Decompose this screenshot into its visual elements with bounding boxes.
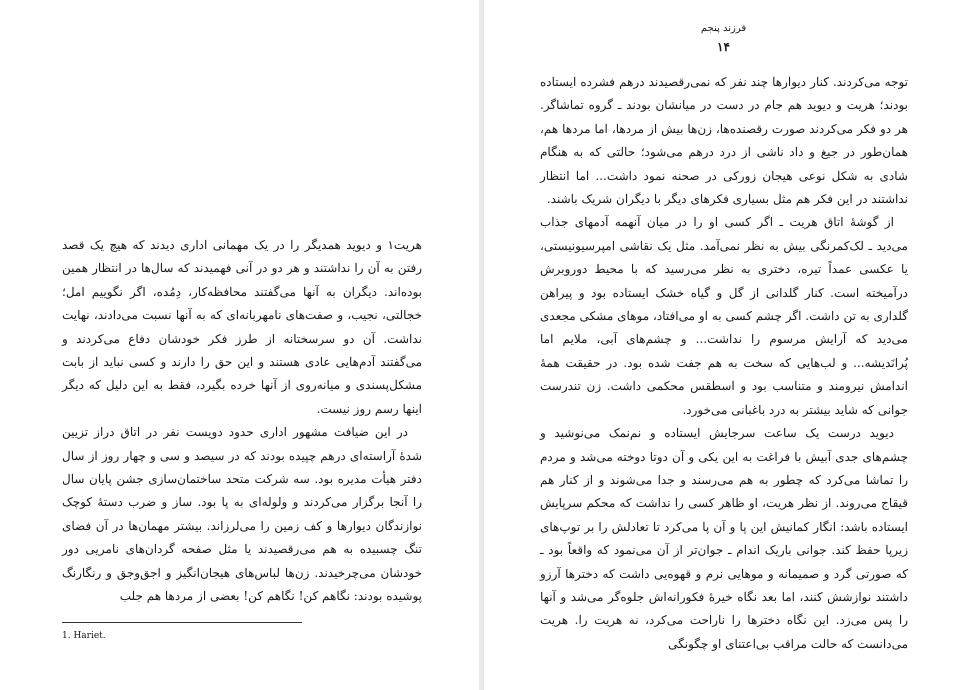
- right-paragraph-3: دیوید درست یک ساعت سرجایش ایستاده و نم‌نمک می‌نوشید و چشم‌های جدی آبیش با فراغت به این یکی و آن دوتا دوخته می‌شد و مردم را تماشا می‌کرد که چطور به هم می‌رسند و جدا می‌شوند و از کنار هم قیقاج می‌روند. از نظر هریت، او ظاهر کسی را نداشت که محکم سرپایش ایستاده باشد: انگار کمانیش این پا و آن پا می‌کرد تا تعادلش را بر توپ‌های زیرپا حفظ کند. جوانی باریک اندام ـ جوان‌تر از آن می‌نمود که واقعاً بود ـ که صورتی گرد و صمیمانه و موهایی نرم و قهوه‌یی داشت که دخترها آرزو داشتند نوازشش کنند، اما بعد نگاه خیرهٔ فکورانه‌اش جلوه‌گر می‌شد و آنها را پس می‌زد. این نگاه دخترها را ناراحت می‌کرد، نه هریت را. هریت می‌دانست که حالت مراقب بی‌اعتنای او چگونگی: [540, 426, 908, 651]
- footnote: 1. Hariet.: [62, 631, 106, 641]
- right-page-body: [540, 71, 908, 656]
- right-paragraph-1: توجه می‌کردند. کنار دیوارها چند نفر که نمی‌رقصیدند درهم فشرده ایستاده بودند؛ هریت و دیوید هم جام در دست در میانشان بودند ـ گروه تماشاگر. هر دو فکر می‌کردند صورت رقصنده‌ها، زن‌ها بیش از مردها، اما مردها هم، همان‌طور در جیغ و داد ناشی از درد درهم می‌شود؛ حالتی که به هنگام شادی به شکل نوعی هیجان زورکی در صحنه نمود داشت... اما انتظار نداشتند در این فکر هم مثل بسیاری فکرهای دیگر با دیگران شریک باشند.: [540, 75, 908, 207]
- right-paragraph-2: از گوشهٔ اتاق هریت ـ اگر کسی او را در میان آنهمه آدمهای جذاب می‌دید ـ لک‌کمرنگی بیش به نظر نمی‌آمد. مثل یک نقاشی امپرسیونیستی، یا عکسی عمداً تیره، دختری به نظر می‌رسید که با محیط دوروبرش درآمیخته است. کنار گلدانی از گل و گیاه خشک ایستاده بود و پیراهن گلداری به تن داشت. اگر چشم کسی به او می‌افتاد، موهای مشکی مجعدی می‌دید که آرایش مرسوم را نداشت... و چشم‌های آبی، ملایم اما پُرانَدیشه... و لب‌هایی که سخت به هم جفت شده بود. در حقیقت همهٔ اندامش نیرومند و متناسب بود و اسطقس محکمی داشت. زن تندرست جوانی که شاید بیشتر به درد باغبانی می‌خورد.: [540, 215, 908, 417]
- left-paragraph-2: در این ضیافت مشهور اداری حدود دویست نفر در اتاق دراز تزیین شدهٔ آراسته‌ای درهم چپیده بودند که در سیصد و سی و چهار روز از سال دفتر هیأت مدیره بود. سه شرکت متحد ساختمان‌سازی جشن پایان سال را آنجا برگزار می‌کردند و ولوله‌ای به پا بود. ساز و ضرب دستهٔ کوچک نوازندگان دیوارها و کف زمین را می‌لرزاند. بیشتر مهمان‌ها در آن فضای تنگ چسبیده به هم می‌رقصیدند یا مثل صفحه گردان‌های نامریی دور خودشان می‌چرخیدند. زن‌ها لباس‌های هیجان‌انگیز و اجق‌وجق و رنگارنگ پوشیده بودند: نگاهم کن! نگاهم کن! بعضی از مردها هم جلب: [62, 425, 422, 604]
- footnote-divider: [62, 622, 302, 623]
- running-head: فرزند پنجم: [700, 23, 747, 34]
- left-page-body: [62, 234, 422, 609]
- left-paragraph-1: هریت۱ و دیوید همدیگر را در یک مهمانی اداری دیدند که هیچ یک قصد رفتن به آن را نداشتند و هر دو در آنی فهمیدند که سال‌ها در انتظار همین بوده‌اند. دیگران به آنها می‌گفتند محافظه‌کار، دِمُده، اگر نگوییم امل؛ خجالتی، نجیب، و صفت‌های نامهربانه‌ای که به آنها نسبت می‌دادند، نهایت نداشت. آن دو سرسختانه از طرز فکر خودشان دفاع می‌کردند و می‌گفتند آدم‌هایی عادی هستند و این حق را دارند و کسی نباید از بابت مشکل‌پسندی و میانه‌روی از آنها خرده بگیرد، فقط به این دلیل که دیگر اینها رسم روز نیست.: [62, 238, 422, 416]
- page-number: ۱۴: [717, 40, 730, 54]
- right-page: [484, 0, 963, 690]
- left-page: [0, 0, 479, 690]
